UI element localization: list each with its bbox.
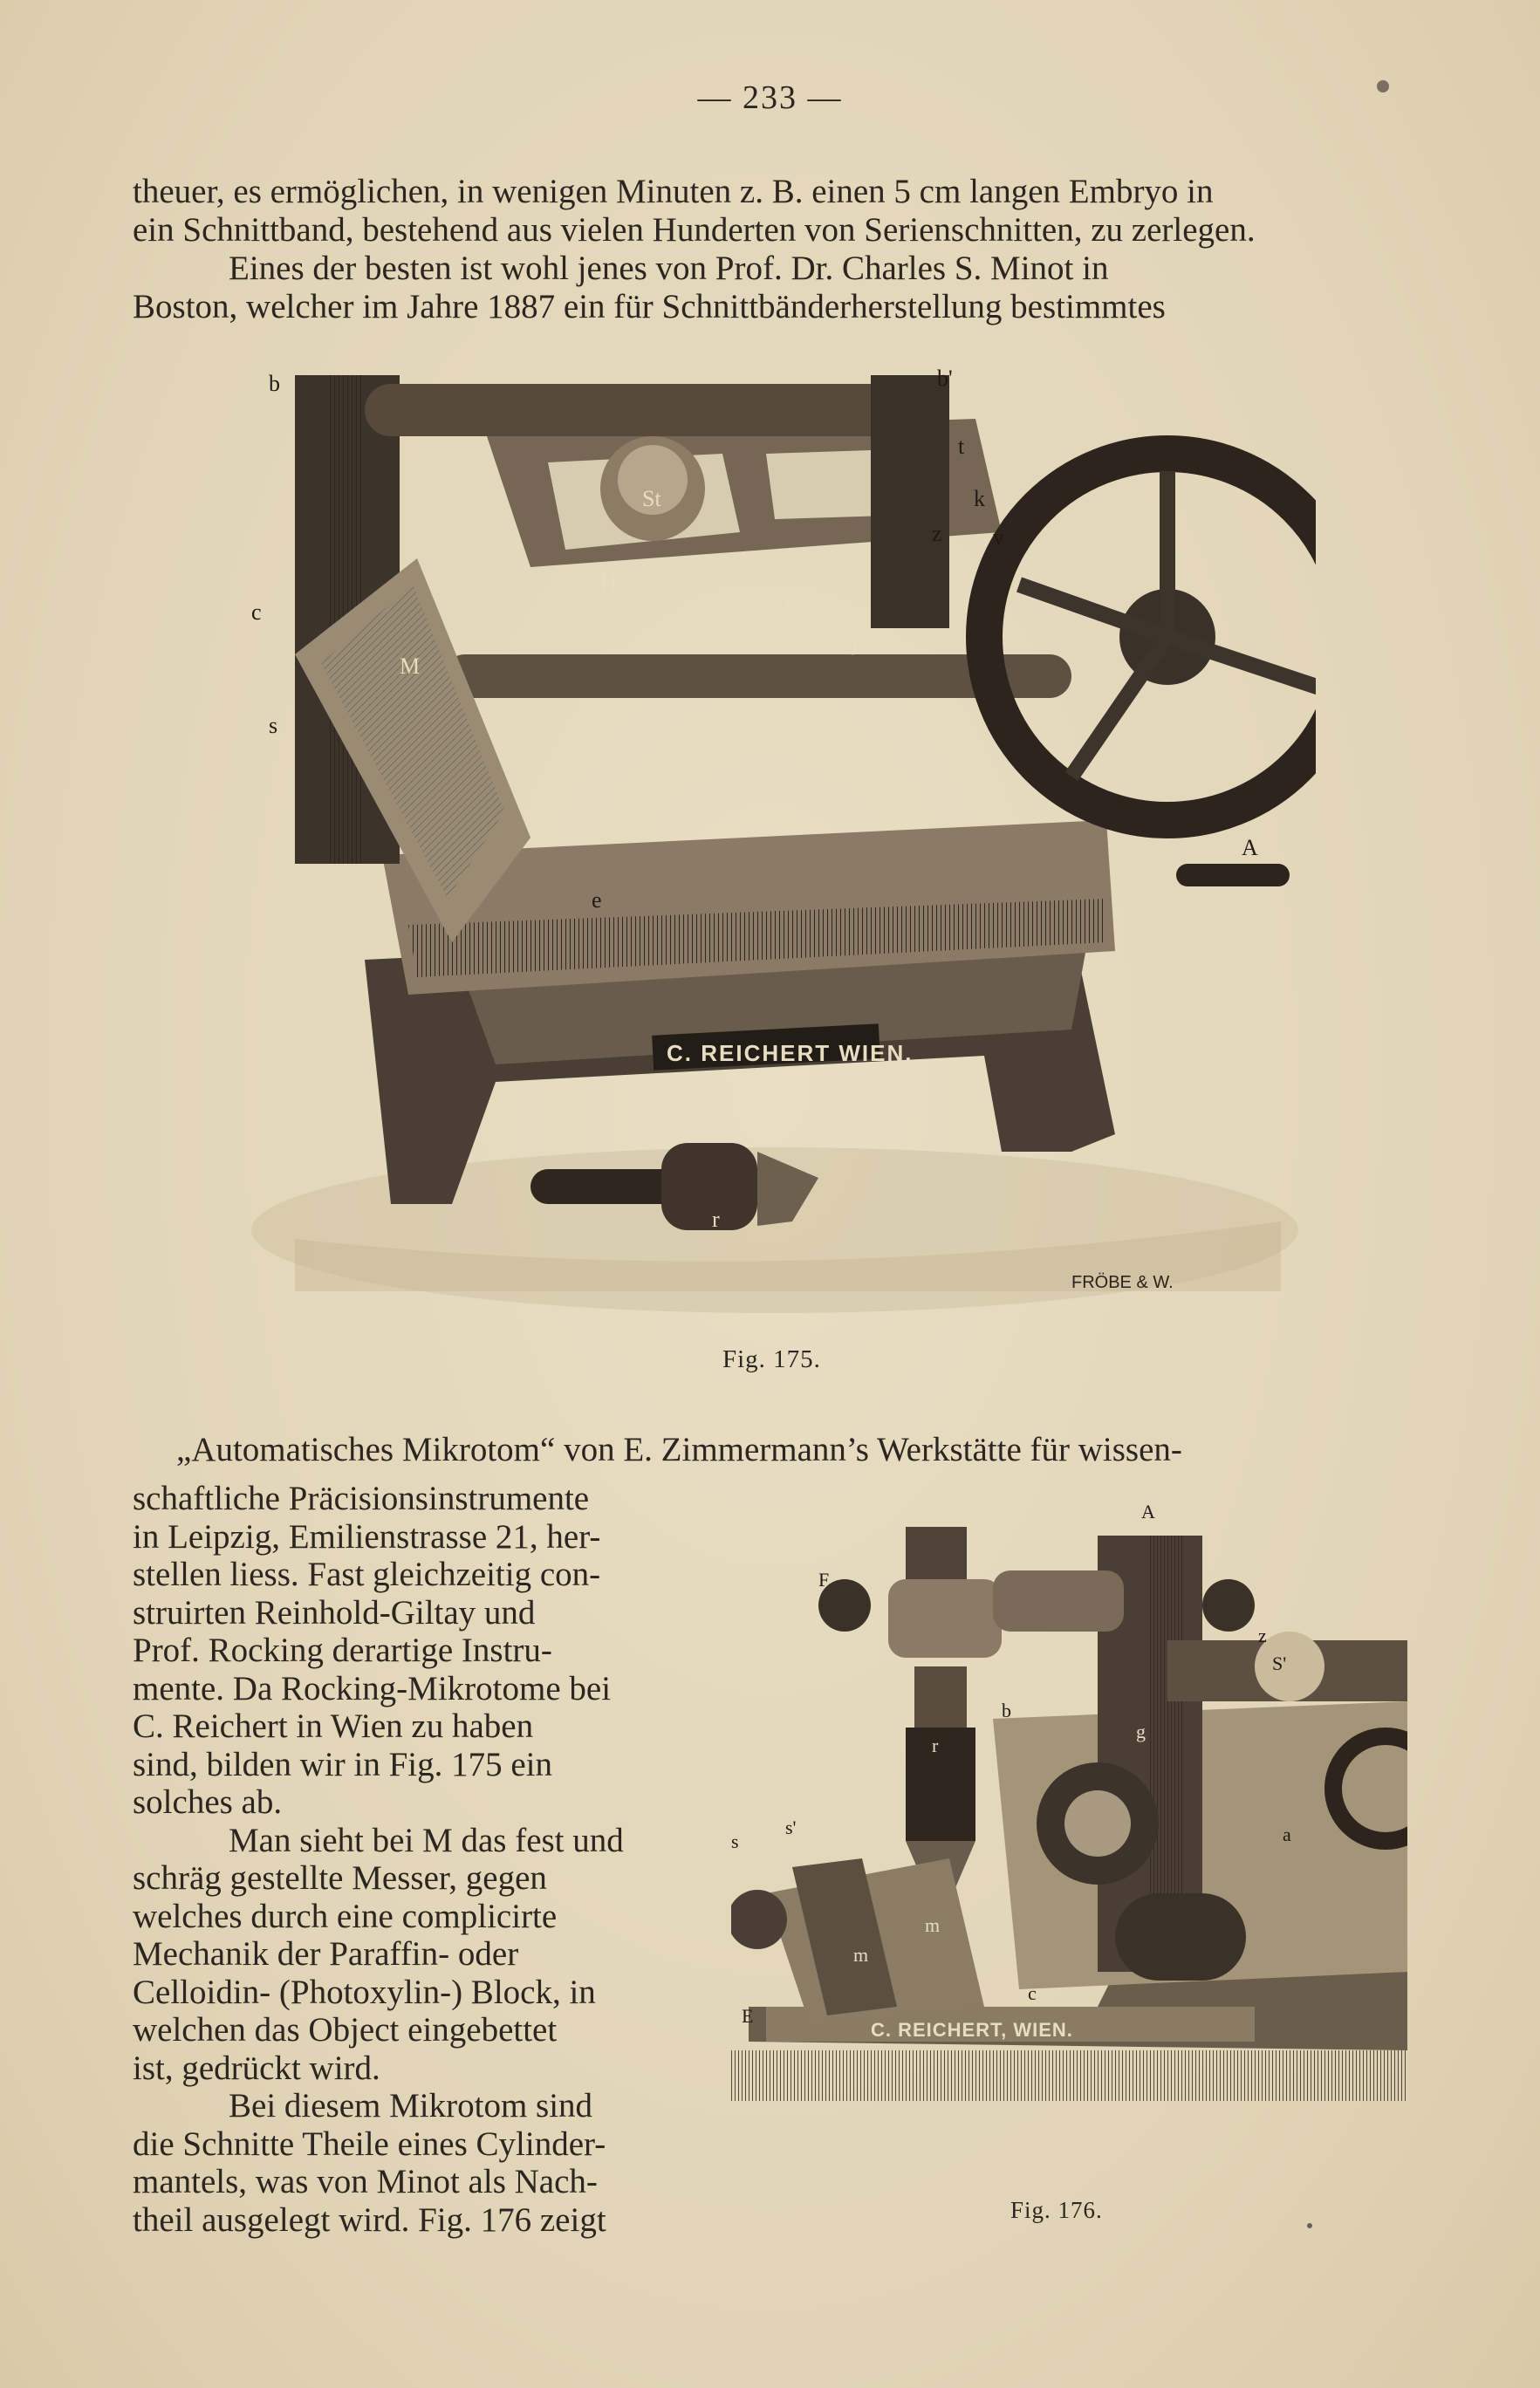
fig176-label-c: c	[1028, 1982, 1037, 2004]
fig176-label-z: z	[1258, 1625, 1267, 1646]
fig175-label-s: s	[269, 713, 278, 738]
text-line: theil ausgelegt wird. Fig. 176 zeigt	[133, 2200, 606, 2239]
page-number: — 233 —	[697, 79, 843, 116]
fig175-label-r: r	[712, 1207, 720, 1232]
fig175-label-t: t	[958, 434, 965, 459]
text-line: welchen das Object eingebettet	[133, 2011, 558, 2049]
fig175-engraver-mark: FRÖBE & W.	[1071, 1273, 1174, 1292]
text-line: Bei diesem Mikrotom sind	[229, 2087, 593, 2125]
fig175-label-b-prime: b'	[937, 366, 953, 391]
fig175-label-z: z	[932, 521, 942, 546]
text-line: C. Reichert in Wien zu haben	[133, 1707, 534, 1745]
fig175-label-h: H	[600, 570, 617, 595]
fig175-label-v: v	[993, 524, 1004, 550]
text-line: schräg gestellte Messer, gegen	[133, 1859, 547, 1897]
fig176-label-r: r	[932, 1735, 939, 1756]
fig176-label-s-prime: S'	[1272, 1652, 1287, 1674]
fig176-label-s: s	[731, 1830, 739, 1852]
text-line: ein Schnittband, bestehend aus vielen Hunderten von Serienschnitten, zu zerlegen.	[133, 211, 1256, 249]
fig176-label-b: b	[1002, 1700, 1011, 1721]
text-line: schaftliche Präcisionsinstrumente	[133, 1480, 590, 1517]
fig175-label-st: St	[642, 486, 661, 511]
fig175-label-j: J	[850, 634, 859, 660]
ink-speck	[1307, 2223, 1312, 2228]
fig176-label-f: F	[818, 1569, 830, 1591]
fig176-label-e-upper: E	[742, 2005, 754, 2027]
fig176-maker-plate: C. REICHERT, WIEN.	[871, 2019, 1073, 2041]
fig176-label-a-upper: A	[1141, 1501, 1155, 1522]
text-line: mente. Da Rocking-Mikrotome bei	[133, 1669, 612, 1707]
left-column-text	[133, 1480, 691, 2239]
text-line: Eines der besten ist wohl jenes von Prof. Dr. Charles S. Minot in	[229, 250, 1109, 287]
text-line: in Leipzig, Emilienstrasse 21, her-	[133, 1517, 601, 1556]
top-paragraph	[133, 173, 1415, 326]
text-line: theuer, es ermöglichen, in wenigen Minuten z. B. einen 5 cm langen Embryo in	[133, 173, 1214, 210]
text-line: ist, gedrückt wird.	[133, 2049, 380, 2087]
text-line: Man sieht bei M das fest und	[229, 1821, 624, 1859]
fig175-label-k-upper: K	[784, 591, 800, 616]
text-line: Mechanik der Paraffin- oder	[133, 1935, 519, 1973]
fig175-label-e: e	[592, 887, 602, 913]
text-line: stellen liess. Fast gleichzeitig con-	[133, 1556, 601, 1593]
ink-speck	[1377, 80, 1389, 92]
fig176-label-g: g	[1136, 1721, 1146, 1742]
text-line: welches durch eine complicirte	[133, 1897, 558, 1935]
text-line: struirten Reinhold-Giltay und	[133, 1593, 536, 1632]
text-line: „Automatisches Mikrotom“ von E. Zimmermann’s Werkstätte für wissen-	[176, 1431, 1182, 1468]
fig176-label-s-prime-lower: s'	[785, 1817, 797, 1838]
text-line: die Schnitte Theile eines Cylinder-	[133, 2125, 606, 2163]
figure-175-microtome-engraving	[234, 366, 1316, 1326]
fig175-label-b: b	[269, 371, 280, 396]
figure-176-microtome-engraving	[731, 1483, 1407, 2177]
text-line: Boston, welcher im Jahre 1887 ein für Schnittbänderherstellung bestimmtes	[133, 288, 1166, 325]
text-line: Celloidin- (Photoxylin-) Block, in	[133, 1973, 596, 2011]
fig175-maker-plate: C. REICHERT WIEN.	[667, 1040, 914, 1066]
figure-175-caption: Fig. 175.	[722, 1345, 821, 1373]
fig175-label-a: a	[871, 725, 881, 750]
text-line: solches ab.	[133, 1783, 283, 1821]
figure-176-caption: Fig. 176.	[1010, 2197, 1103, 2223]
fig175-label-c: c	[251, 599, 262, 625]
fig176-label-a: a	[1283, 1824, 1291, 1845]
fig176-label-m: m	[853, 1944, 869, 1966]
full-width-line	[133, 1431, 1415, 1469]
fig175-label-a-upper: A	[1242, 835, 1258, 860]
text-line: Prof. Rocking derartige Instru-	[133, 1632, 552, 1669]
fig175-label-m: M	[400, 653, 421, 679]
text-line: sind, bilden wir in Fig. 175 ein	[133, 1745, 552, 1783]
text-line: mantels, was von Minot als Nach-	[133, 2163, 598, 2200]
fig176-label-m2: m	[925, 1914, 941, 1936]
fig175-label-k: k	[974, 486, 985, 511]
